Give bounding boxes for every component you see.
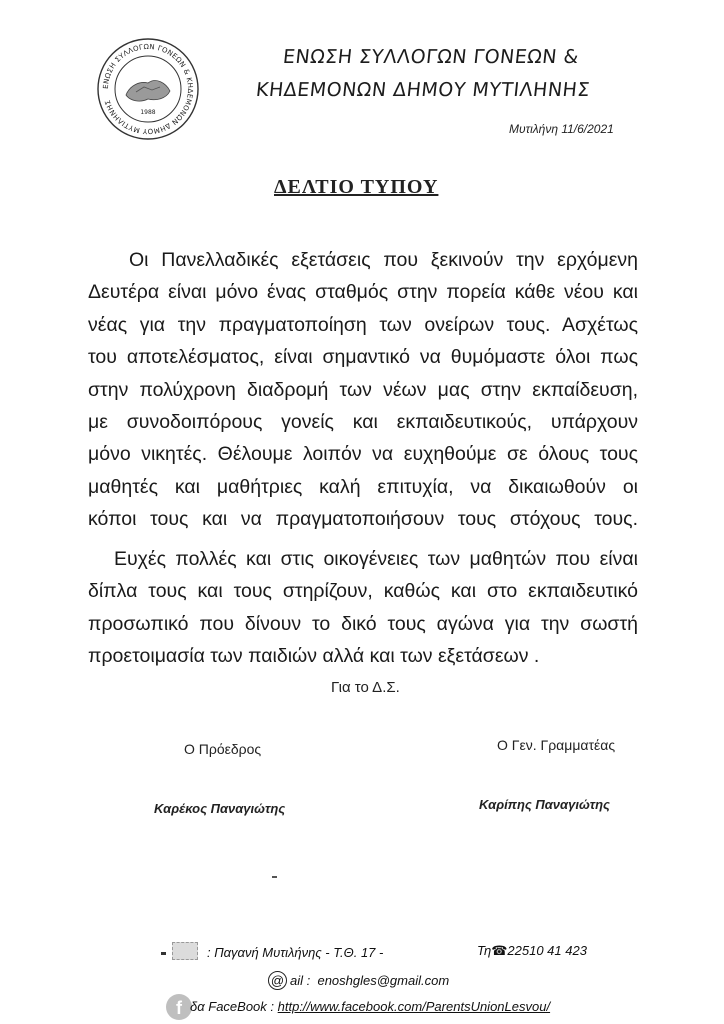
- footer-email: [268, 971, 449, 990]
- facebook-label: δα FaceBook :: [190, 999, 275, 1014]
- email-label: ail :: [290, 973, 311, 988]
- paragraph-line: μαθητές και μαθήτριες καλή επιτυχία, να δικαιωθούν οι: [88, 475, 638, 498]
- footer-facebook: [190, 999, 550, 1014]
- paragraph-line: του αποτελέσματος, είναι σημαντικό να θυμόμαστε όλοι πως: [88, 346, 638, 369]
- organization-name-line-2: ΚΗΔΕΜΟΝΩΝ ΔΗΜΟΥ ΜΥΤΙΛΗΝΗΣ: [254, 79, 592, 101]
- secretary-name: Καρίπης Παναγιώτης: [479, 797, 610, 812]
- mail-icon: [172, 942, 198, 960]
- at-icon: @: [268, 971, 287, 990]
- document-date: Μυτιλήνη 11/6/2021: [509, 122, 614, 136]
- logo-ring-text: ΕΝΩΣΗ ΣΥΛΛΟΓΩΝ ΓΟΝΕΩΝ & ΚΗΔΕΜΟΝΩΝ ΔΗΜΟΥ ΜΥΤΙΛΗΝΗΣ: [101, 42, 195, 136]
- secretary-title: Ο Γεν. Γραμματέας: [497, 737, 616, 753]
- stray-mark: [272, 876, 277, 878]
- phone-icon: ☎: [491, 943, 508, 958]
- bullet-mark: [161, 952, 166, 955]
- paragraph-line: προσωπικό που δίνουν το δικό τους αγώνα για την σωστή: [88, 612, 638, 635]
- phone-label: Τη: [477, 943, 492, 958]
- president-name: Καρέκος Παναγιώτης: [154, 801, 286, 816]
- paragraph-line: Οι Πανελλαδικές εξετάσεις που ξεκινούν την ερχόμενη: [129, 249, 638, 271]
- president-title: Ο Πρόεδρος: [184, 741, 262, 757]
- facebook-icon: f: [166, 994, 192, 1020]
- paragraph-line: στην πολύχρονη διαδρομή των νέων μας στην εκπαίδευση,: [88, 378, 638, 401]
- paragraph-2: [88, 543, 638, 673]
- document-title: ΔΕΛΤΙΟ ΤΥΠΟΥ: [274, 176, 439, 198]
- email-address[interactable]: enoshgles@gmail.com: [317, 973, 450, 988]
- footer-phone: [477, 943, 587, 959]
- paragraph-line: Ευχές πολλές και στις οικογένειες των μαθητών που είναι: [114, 548, 638, 570]
- paragraph-line: προετοιμασία των παιδιών αλλά και των εξετάσεων .: [88, 645, 540, 668]
- paragraph-line: δίπλα τους και τους στηρίζουν, καθώς και στο εκπαιδευτικό: [88, 580, 638, 603]
- signoff: Για το Δ.Σ.: [331, 679, 400, 696]
- paragraph-line: με συνοδοιπόρους γονείς και εκπαιδευτικούς, υπάρχουν: [88, 410, 638, 433]
- footer-address: : Παγανή Μυτιλήνης - Τ.Θ. 17 -: [207, 945, 384, 960]
- organization-name-line-1: ΕΝΩΣΗ ΣΥΛΛΟΓΩΝ ΓΟΝΕΩΝ &: [281, 46, 580, 68]
- paragraph-line: Δευτέρα είναι μόνο ένας σταθμός στην πορεία κάθε νέου και: [88, 281, 638, 304]
- facebook-link[interactable]: http://www.facebook.com/ParentsUnionLesvou/: [277, 999, 551, 1014]
- paragraph-line: νέας για την πραγματοποίηση των ονείρων τους. Ασχέτως: [88, 313, 638, 336]
- paragraph-line: κόποι τους και να πραγματοποιήσουν τους στόχους τους.: [88, 508, 638, 531]
- paragraph-1: [88, 244, 638, 536]
- logo-year: 1988: [140, 109, 156, 116]
- organization-logo: [96, 37, 200, 141]
- phone-number: 22510 41 423: [507, 943, 587, 958]
- paragraph-line: μόνο νικητές. Θέλουμε λοιπόν να ευχηθούμε σε όλους τους: [88, 443, 638, 466]
